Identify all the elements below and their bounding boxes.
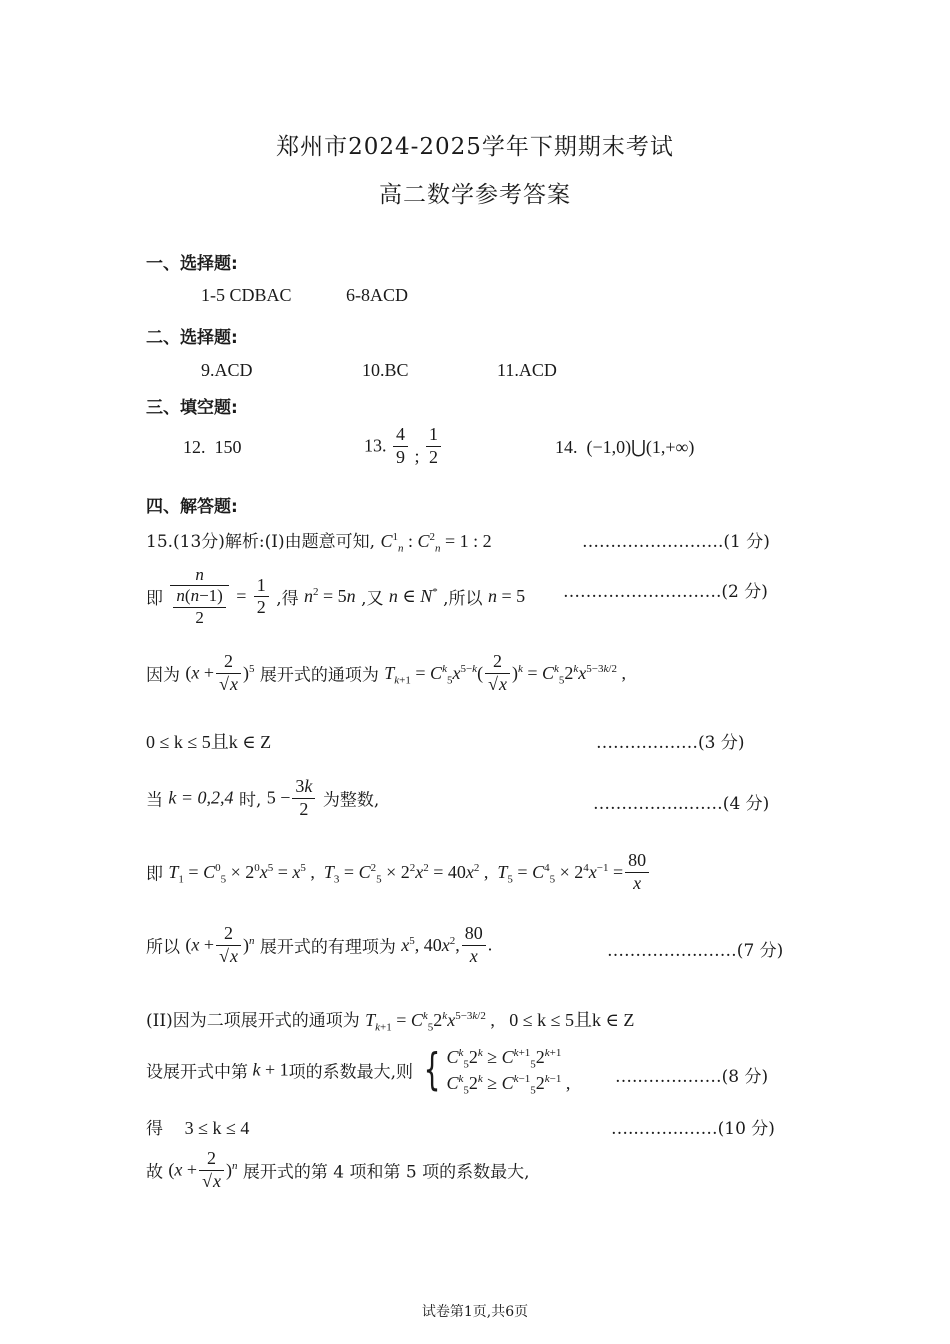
score-3: ………………(3 分) (596, 733, 745, 753)
q15-step3-frac: $\frac{2}{√x}$ (216, 651, 241, 695)
q15-part2-cond: 0 ≤ k ≤ 5且k ∈ Z (509, 1010, 635, 1030)
q15-general-term: $T_{k+1} = C^k_5x^{5-k}$( (384, 662, 484, 687)
section-heading-solutions: 四、解答题: (146, 497, 238, 517)
q15-step2-big-fraction: $\frac{n}{\frac{n(n-1)}{2}}$ (170, 565, 228, 628)
q15-line8: 设展开式中第 k + 1项的系数最大,则 { $C^k_52^k \ge C^{k+1}_52^{k+1}$ $C^k_52^k \ge C^{k-1}_52^{k-1}$ , (146, 1044, 571, 1097)
q15-step3-prefix: 因为 (146, 665, 180, 686)
q15-step2-text3: ,所以 (443, 589, 483, 610)
answer-q14 (555, 437, 694, 458)
q15-step7-text: 展开式的有理项为 (259, 937, 396, 958)
q15-step10-text: 展开式的第 4 项和第 5 项的系数最大, (242, 1162, 530, 1183)
score-7: ……………..……(7 分) (607, 941, 784, 961)
q13-separator: ; (414, 446, 420, 467)
q15-step8-text: 设展开式中第 (146, 1062, 248, 1083)
q15-step10-prefix: 故 (146, 1162, 163, 1183)
q15-ratio-formula: $C^1_n$ : $C^2_n = 1$ : 2 (380, 531, 492, 555)
q15-condition: 0 ≤ k ≤ 5且k ∈ Z (146, 732, 272, 752)
q15-ratio-c: C (380, 531, 393, 551)
q14-label: 14. (555, 437, 578, 457)
q15-step2-eq1: $n^2 = 5n$ (304, 586, 356, 607)
q13-b-denominator: 2 (429, 446, 439, 467)
answers-1-5: 1-5 CDBAC (201, 285, 292, 305)
q15-line10: 故 (x + $\frac{2}{√x}$ )$^n$ 展开式的第 4 项和第 5 项的系数最大, (146, 1148, 530, 1191)
answer-q12 (183, 437, 242, 458)
q13-fraction-b (426, 424, 441, 468)
q15-intro: 15.(13分)解析:(I)由题意可知, (146, 532, 376, 552)
q15-line6: 即 $T_1 = C^0_5 \times 2^0x^5 = x^5$ , $T_3 = C^2_5 \times 2^2x^2 = 40x^2$ , $T_5 = C^4_5 \times 2^4x^{-1}$ = $\frac{80}{x}$ (146, 850, 651, 894)
q15-line1 (146, 527, 492, 555)
answer-q10: 10.BC (362, 360, 409, 380)
score-10: …..……..……(10 分) (611, 1119, 775, 1139)
q15-line5: 当 k = 0,2,4 时, 5 − $\frac{3k}{2}$ 为整数, (146, 776, 380, 819)
q15-step5-text2: 为整数, (322, 790, 380, 811)
q15-step2-text1: ,得 (276, 589, 299, 610)
q14-value: (−1,0)⋃(1,+∞) (586, 437, 695, 457)
q15-step5-text1: 时, (238, 790, 262, 811)
q15-step7-prefix: 所以 (146, 937, 180, 958)
q15-step5-k: k = 0,2,4 (168, 787, 234, 808)
score-8: …..……..……(8 分) (615, 1067, 769, 1087)
answer-q13 (364, 424, 443, 468)
q15-step2-half: $\frac{1}{2}$ (254, 575, 269, 619)
page-footer: 试卷第1页,共6页 (421, 1304, 529, 1320)
system-brace: { (424, 1044, 441, 1095)
q15-line7: 所以 (x + $\frac{2}{√x}$ )$^n$ 展开式的有理项为 $x^5$, $40x^2$, $\frac{80}{x}$ . (146, 923, 493, 966)
score-2: ……………………….(2 分) (563, 582, 768, 602)
q13-a-denominator: 9 (396, 446, 405, 467)
q15-line9 (146, 1114, 249, 1139)
q15-part2-term: $T_{k+1} = C^k_52^kx^{5-3k/2}$ , (365, 1010, 504, 1034)
q13-a-numerator: 4 (393, 424, 408, 447)
q15-part2-prefix: (II)因为二项展开式的通项为 (146, 1011, 360, 1031)
answer-key-title: 高二数学参考答案 (379, 182, 571, 208)
q15-line3: 因为 (x + $\frac{2}{√x}$ )$^5$ 展开式的通项为 $T_{k+1} = C^k_5x^{5-k}$( $\frac{2}{√x}$ )$^k = C^k_52^kx^{5-3k/2}$ , (146, 651, 626, 694)
q15-step2-eq2: n ∈ N* (388, 586, 438, 607)
section-heading-fill-blank: 三、填空题: (146, 398, 238, 418)
q15-step9-prefix: 得 (146, 1119, 163, 1139)
q12-label: 12. (183, 437, 206, 457)
q15-step5-prefix: 当 (146, 790, 163, 811)
exam-title: 郑州市2024-2025学年下期期末考试 (276, 134, 674, 160)
q15-part2 (146, 1006, 634, 1032)
q15-step9-math: 3 ≤ k ≤ 4 (184, 1118, 250, 1138)
score-1: …………………….(1 分) (582, 532, 770, 552)
q13-b-numerator: 1 (426, 424, 441, 447)
q15-step2-eq3: n = 5 (487, 586, 526, 607)
q15-line2: 即 $\frac{n}{\frac{n(n-1)}{2}}$ = $\frac{1}{2}$ ,得 $n^2 = 5n$ ,又 n ∈ N* ,所以 n = 5 (146, 565, 526, 627)
q12-value: 150 (214, 437, 242, 457)
answer-q9: 9.ACD (201, 360, 253, 380)
q15-step2-prefix: 即 (146, 589, 163, 610)
q15-step2-text2: ,又 (361, 589, 384, 610)
q13-label: 13. (364, 435, 387, 456)
answers-6-8: 6-8ACD (346, 285, 408, 305)
score-4: ……………..……(4 分) (593, 794, 770, 814)
q15-step5-frac: $\frac{3k}{2}$ (292, 776, 315, 820)
answer-q11: 11.ACD (497, 360, 557, 380)
q15-step3-text: 展开式的通项为 (259, 665, 379, 686)
q15-step6-prefix: 即 (146, 864, 163, 885)
q15-step8-text2: 项的系数最大,则 (288, 1062, 414, 1083)
q15-inequality-system: $C^k_52^k \ge C^{k+1}_52^{k+1}$ $C^k_52^k \ge C^{k-1}_52^{k-1}$ , (446, 1047, 571, 1097)
q15-rational-terms: $T_1 = C^0_5 \times 2^0x^5 = x^5$ , $T_3 = C^2_5 \times 2^2x^2 = 40x^2$ , $T_5 = C^4_5 \times 2^4x^{-1}$ = (168, 861, 624, 886)
section-heading-multi-choice: 二、选择题: (146, 328, 238, 348)
q13-fraction-a (393, 424, 408, 468)
section-heading-choice: 一、选择题: (146, 254, 238, 274)
